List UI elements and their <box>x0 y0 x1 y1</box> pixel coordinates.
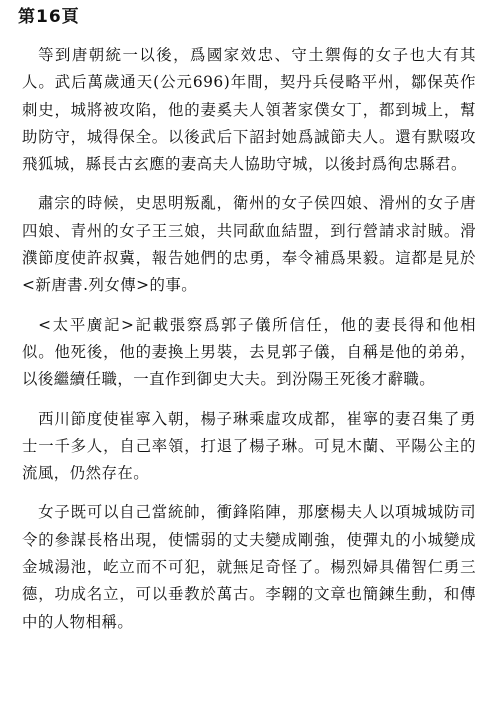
paragraph-1: 等到唐朝統一以後，爲國家效忠、守土禦侮的女子也大有其人。武后萬歲通天(公元696)年間，契丹兵侵略平州，鄒保英作刺史，城將被攻陷，他的妻奚夫人領著家僕女丁，都到城上，幫助防守，城得保全。以後武后下詔封她爲誠節夫人。還有默啜攻飛狐城，縣長古玄應的妻高夫人協助守城，以後封爲徇忠縣君。 <box>22 46 476 174</box>
paragraph-4: 西川節度使崔寧入朝，楊子琳乘虛攻成都，崔寧的妻召集了勇士一千多人，自己率領，打退了楊子琳。可見木蘭、平陽公主的流風，仍然存在。 <box>22 409 476 483</box>
paragraph-3: <太平廣記>記載張察爲郭子儀所信任，他的妻長得和他相似。他死後，他的妻換上男裝，去見郭子儀，自稱是他的弟弟，以後繼續任職，一直作到御史大夫。到汾陽王死後才辭職。 <box>22 315 476 389</box>
paragraph-2: 肅宗的時候，史思明叛亂，衛州的女子侯四娘、滑州的女子唐四娘、青州的女子王三娘，共同歃血結盟，到行營請求討賊。滑濮節度使許叔冀，報告她們的忠勇，奉令補爲果毅。這都是見於<新唐書.列女傳>的事。 <box>22 194 476 295</box>
page-number: 第16頁 <box>18 7 80 27</box>
paragraph-5: 女子既可以自己當統帥，衝鋒陷陣，那麼楊夫人以項城城防司令的參謀長格出現，使懦弱的丈夫變成剛強，使彈丸的小城變成金城湯池，屹立而不可犯，就無足奇怪了。楊烈婦具備智仁勇三德，功成名立，可以垂教於萬古。李翺的文章也簡鍊生動，和傳中的人物相稱。 <box>22 503 476 631</box>
